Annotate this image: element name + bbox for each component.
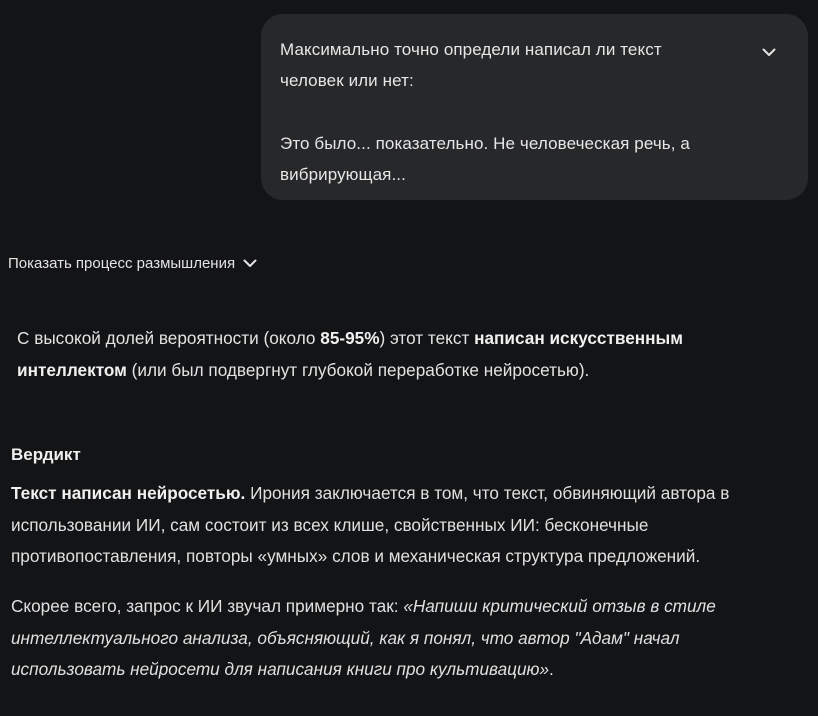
prompt-guess-quote: интеллектуального анализа, объясняющий, как я понял, что автор "Адам" начал	[11, 627, 680, 648]
user-message-line: человек или нет:	[280, 71, 414, 90]
intro-emphasis: написан искусственным	[474, 328, 683, 348]
prompt-guess-lead: Скорее всего, запрос к ИИ звучал примерно так:	[11, 596, 404, 616]
verdict-heading: Вердикт	[11, 445, 81, 464]
chevron-down-icon	[243, 259, 257, 268]
verdict-text: Ирония заключается в том, что текст, обвиняющий автора в	[245, 483, 730, 503]
verdict-emphasis: Текст написан нейросетью.	[11, 483, 246, 503]
intro-paragraph	[17, 322, 801, 386]
prompt-guess-end: .	[549, 659, 554, 679]
prompt-guess-paragraph	[11, 591, 806, 686]
chevron-down-icon	[762, 48, 776, 57]
expand-message-button[interactable]	[758, 41, 780, 63]
user-message-line: Это было... показательно. Не человеческая речь, а	[280, 134, 690, 153]
prompt-guess-quote: использовать нейросети для написания книги про культивацию»	[11, 659, 550, 679]
verdict-text: использовании ИИ, сам состоит из всех клише, свойственных ИИ: бесконечные	[11, 514, 649, 535]
intro-text: (или был подвергнут глубокой переработке нейросетью).	[126, 360, 590, 380]
user-message-line: вибрирующая...	[280, 165, 406, 184]
user-message-line: Максимально точно определи написал ли текст	[280, 40, 662, 59]
intro-emphasis: интеллектом	[17, 360, 127, 380]
intro-text: С высокой долей вероятности (около	[17, 328, 321, 348]
show-thinking-toggle[interactable]	[8, 250, 257, 276]
verdict-text: противопоставления, повторы «умных» слов и механическая структура предложений.	[11, 546, 701, 566]
prompt-guess-quote: «Напиши критический отзыв в стиле	[403, 596, 716, 616]
response-intro	[11, 322, 801, 386]
verdict-paragraph	[11, 478, 806, 573]
intro-text: ) этот текст	[379, 328, 475, 348]
probability-value: 85-95%	[320, 328, 380, 348]
show-thinking-label: Показать процесс размышления	[8, 254, 236, 272]
user-message-bubble	[261, 14, 808, 200]
